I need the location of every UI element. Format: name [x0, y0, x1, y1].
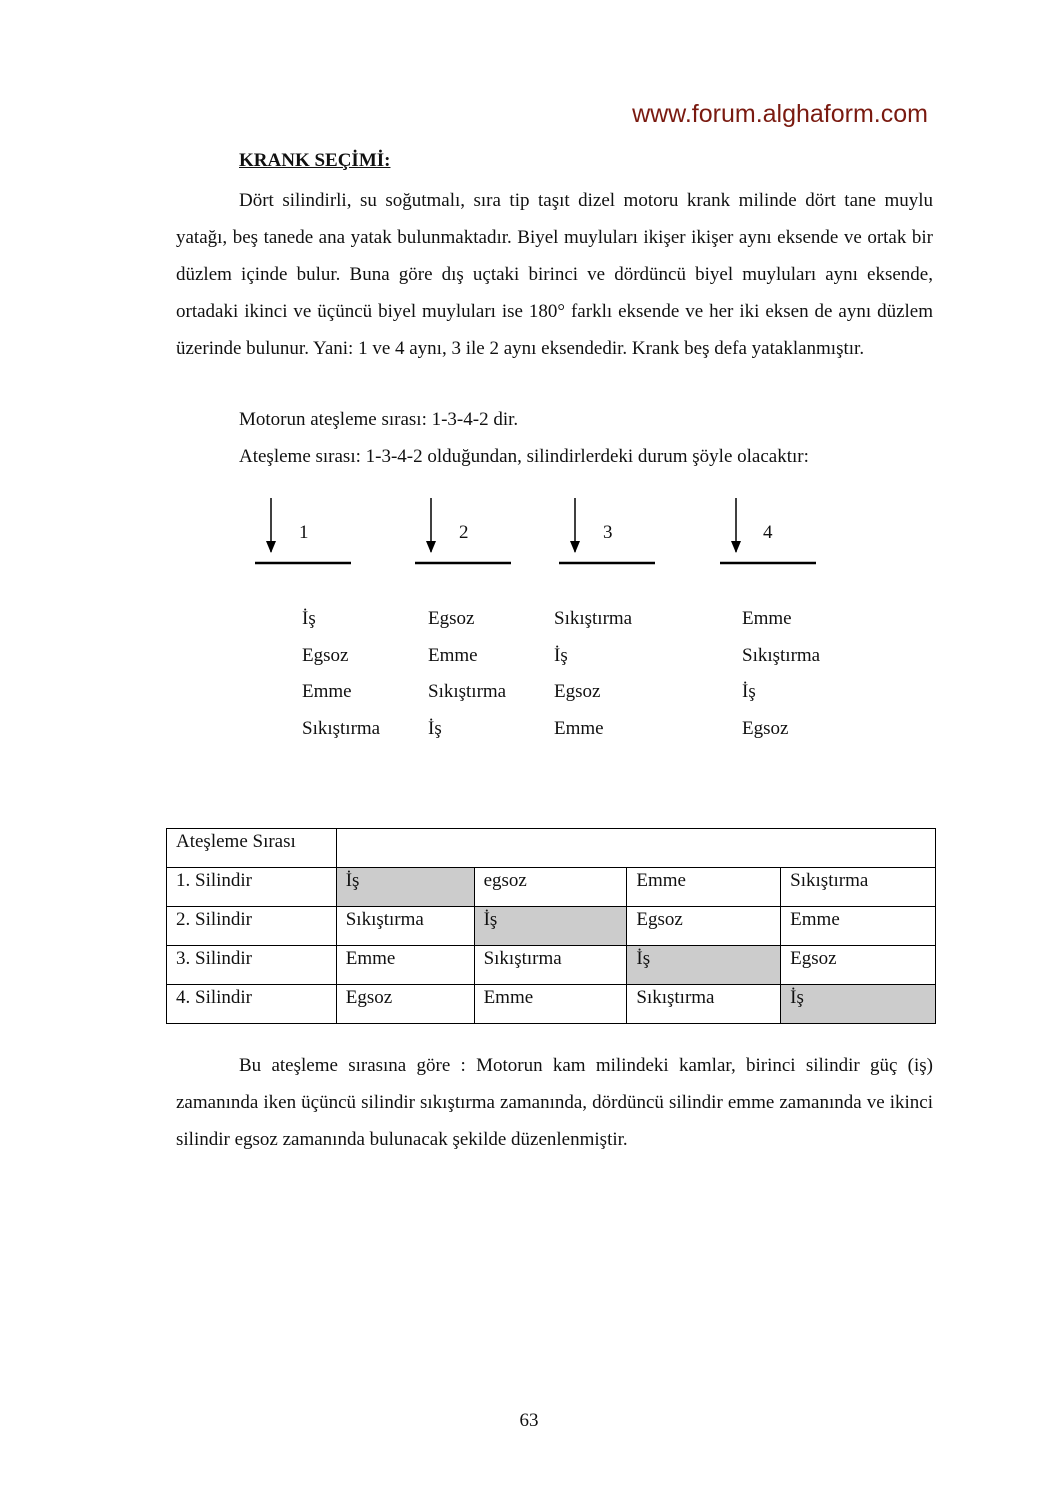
row-label: 2. Silindir: [167, 907, 337, 946]
stroke-c2-r3: Sıkıştırma: [428, 681, 507, 702]
watermark: www.forum.alghaform.com: [632, 100, 928, 128]
paragraph-conclusion-text: Bu ateşleme sırasına göre : Motorun kam milindeki kamlar, birinci silindir güç (iş) zamanında iken üçüncü silindir sıkıştırma zamanında, dördüncü silindir emme zamanında ve ikinci silindir egsoz zamanında bulunacak şekilde düzenlenmiştir.: [176, 1055, 933, 1150]
table-header-empty: [336, 829, 935, 868]
table-row: [167, 985, 936, 1024]
table-cell: İş: [781, 985, 936, 1024]
table-cell: Sıkıştırma: [627, 985, 781, 1024]
table-cell: Sıkıştırma: [781, 868, 936, 907]
table-cell: İş: [627, 946, 781, 985]
stroke-c3-r3: Egsoz: [554, 681, 601, 702]
table-cell: Sıkıştırma: [474, 946, 627, 985]
firing-order-line: Motorun ateşleme sırası: 1-3-4-2 dir.: [239, 409, 519, 430]
stroke-c1-r2: Egsoz: [302, 645, 349, 666]
row-label: 4. Silindir: [167, 985, 337, 1024]
table-cell: İş: [336, 868, 474, 907]
table-row: [167, 907, 936, 946]
paragraph-intro-text: Dört silindirli, su soğutmalı, sıra tip taşıt dizel motoru krank milinde dört tane muylu yatağı, beş tanede ana yatak bulunmaktadır. Biyel muyluları ikişer ikişer aynı eksende ve ortak bir düzlem içinde bulur. Buna göre dış uçtaki birinci ve dördüncü biyel muyluları aynı eksende, ortadaki ikinci ve üçüncü biyel muyluları ise 180° farklı eksende ve her iki eksen de aynı düzlem üzerinde bulunur. Yani: 1 ve 4 aynı, 3 ile 2 aynı eksendedir. Krank beş defa yataklanmıştır.: [176, 190, 933, 359]
table-cell: Emme: [474, 985, 627, 1024]
table-cell: Emme: [781, 907, 936, 946]
stroke-c4-r3: İş: [742, 681, 756, 702]
stroke-c1-r1: İş: [302, 608, 316, 629]
cylinder-label-4: 4: [763, 522, 773, 543]
stroke-c1-r3: Emme: [302, 681, 352, 702]
firing-order-table: [166, 828, 936, 1024]
table-cell: İş: [474, 907, 627, 946]
cylinder-label-3: 3: [603, 522, 613, 543]
cylinder-label-2: 2: [459, 522, 469, 543]
stroke-c3-r2: İş: [554, 645, 568, 666]
table-header-cell: Ateşleme Sırası: [167, 829, 337, 868]
stroke-c4-r1: Emme: [742, 608, 792, 629]
stroke-c1-r4: Sıkıştırma: [302, 718, 381, 739]
table-row: [167, 946, 936, 985]
page-number: 63: [519, 1410, 539, 1431]
table-cell: Sıkıştırma: [336, 907, 474, 946]
crank-diagram: [0, 0, 1058, 600]
section-heading: KRANK SEÇİMİ:: [239, 150, 391, 171]
stroke-c2-r2: Emme: [428, 645, 478, 666]
stroke-c3-r4: Emme: [554, 718, 604, 739]
paragraph-conclusion: [176, 1047, 933, 1158]
table-row: [167, 868, 936, 907]
firing-state-line: Ateşleme sırası: 1-3-4-2 olduğundan, silindirlerdeki durum şöyle olacaktır:: [239, 446, 809, 467]
table-cell: egsoz: [474, 868, 627, 907]
stroke-c4-r4: Egsoz: [742, 718, 789, 739]
stroke-c3-r1: Sıkıştırma: [554, 608, 633, 629]
table-cell: Egsoz: [627, 907, 781, 946]
stroke-c2-r4: İş: [428, 718, 442, 739]
table-header-row: [167, 829, 936, 868]
table-cell: Egsoz: [336, 985, 474, 1024]
stroke-c2-r1: Egsoz: [428, 608, 475, 629]
cylinder-label-1: 1: [299, 522, 309, 543]
table-cell: Emme: [627, 868, 781, 907]
row-label: 1. Silindir: [167, 868, 337, 907]
row-label: 3. Silindir: [167, 946, 337, 985]
table-cell: Egsoz: [781, 946, 936, 985]
stroke-c4-r2: Sıkıştırma: [742, 645, 821, 666]
table-cell: Emme: [336, 946, 474, 985]
